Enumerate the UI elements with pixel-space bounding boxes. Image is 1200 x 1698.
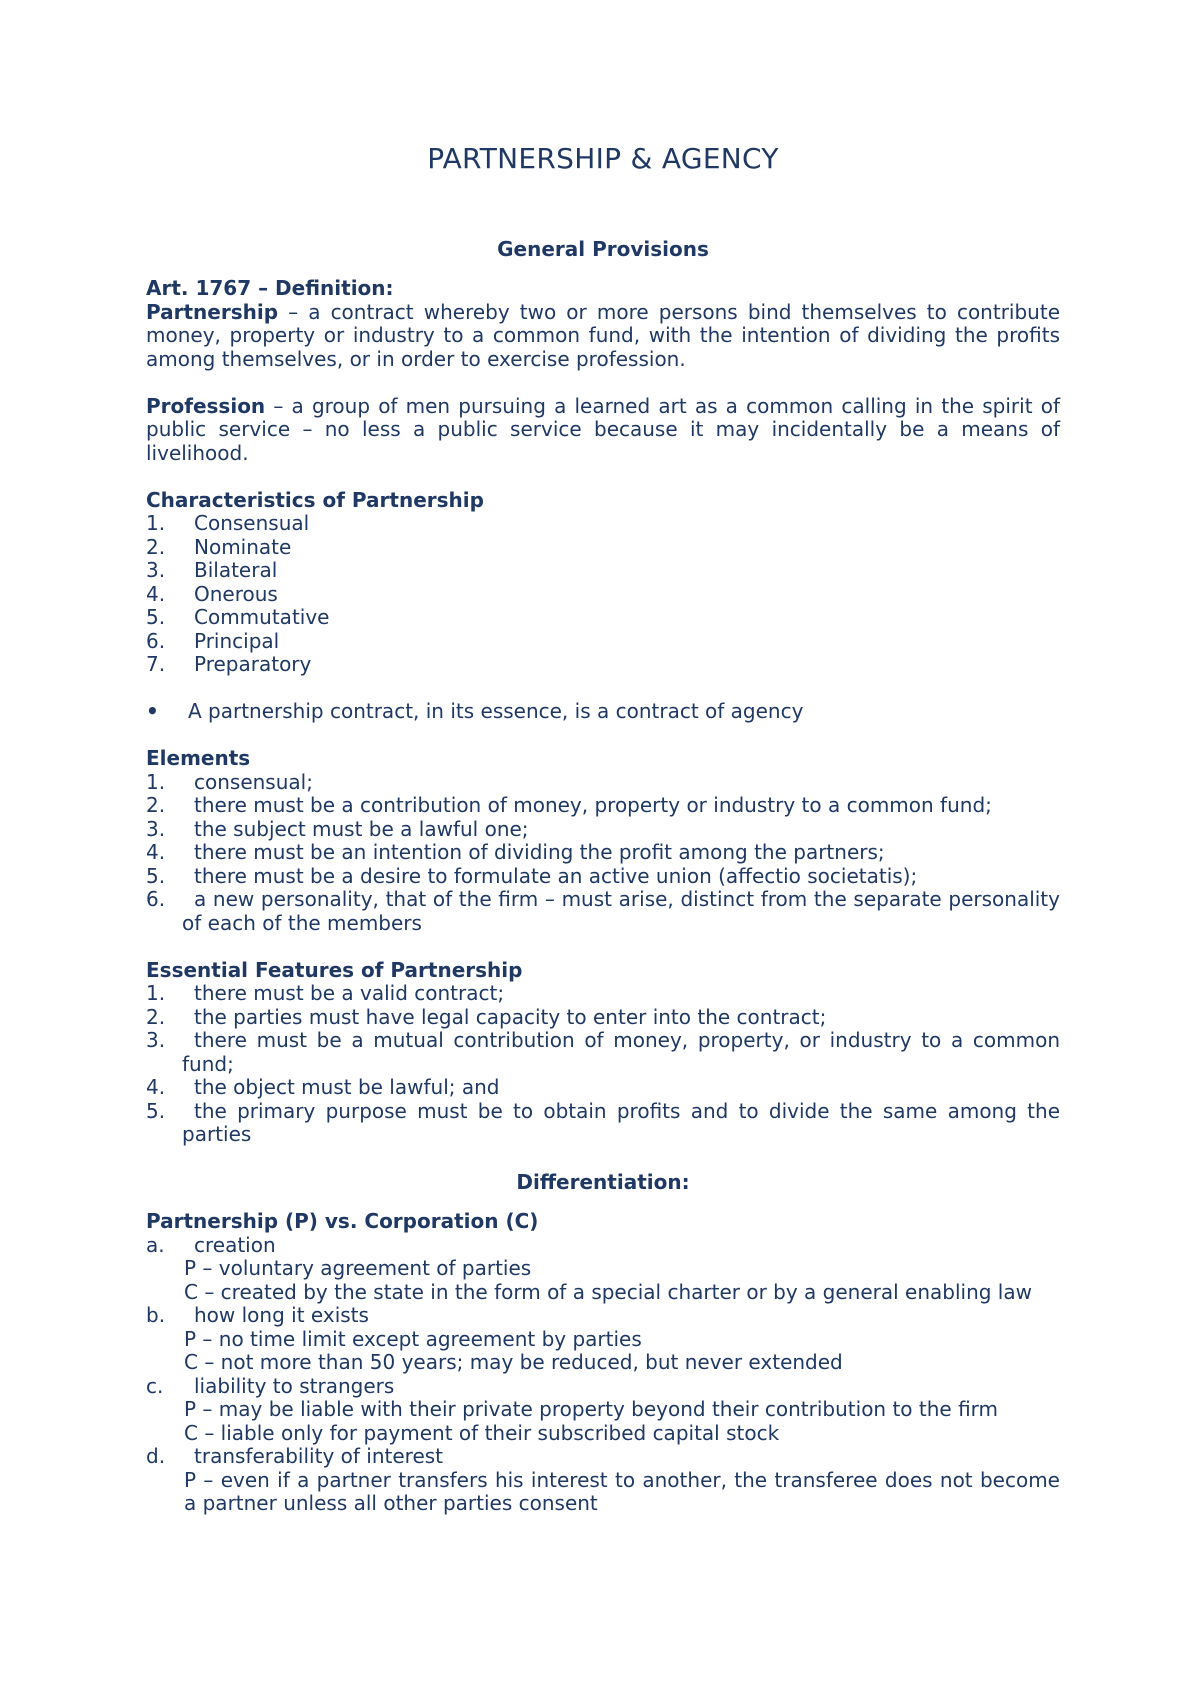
bullet-icon: • <box>146 699 159 723</box>
list-item: 4. the object must be lawful; and <box>146 1075 500 1099</box>
list-item: 3. there must be a mutual contribution of money, property, or industry to a common fund; <box>146 1028 1060 1076</box>
list-item: 1. consensual; <box>146 769 313 794</box>
bullet-item: • A partnership contract, in its essence, is a contract of agency <box>146 699 804 723</box>
partnership-definition-text: – a contract whereby two or more persons bind themselves to contribute money, property or industry to a common fund, with the intention of dividing the profits among themselves, or in order to exercise profession. <box>146 299 1060 371</box>
differentiation-heading: Differentiation: <box>516 1170 690 1194</box>
list-item: 4. Onerous <box>146 581 278 606</box>
elements-heading: Elements <box>146 746 251 770</box>
list-item: 6. a new personality, that of the firm – must arise, distinct from the separate personality of each of the members <box>146 887 1060 935</box>
list-item: c. liability to strangers P – may be liable with their private property beyond their contribution to the firm C – liable only for payment of their subscribed capital stock <box>146 1373 999 1445</box>
elements-list <box>146 771 1060 936</box>
list-item: 4. there must be an intention of dividing the profit among the partners; <box>146 840 885 864</box>
list-item: d. transferability of interest P – even if a partner transfers his interest to another, the transferee does not become a partner unless all other parties consent <box>146 1444 1060 1515</box>
document-title: PARTNERSHIP & AGENCY <box>427 142 779 175</box>
essential-features-list <box>146 982 1060 1147</box>
list-item: 1. there must be a valid contract; <box>146 981 505 1005</box>
partnership-vs-corporation-heading: Partnership (P) vs. Corporation (C) <box>146 1209 539 1233</box>
characteristics-heading: Characteristics of Partnership <box>146 487 484 512</box>
art-1767-heading: Art. 1767 – Definition: <box>146 276 394 300</box>
list-item: 2. there must be a contribution of money, property or industry to a common fund; <box>146 793 992 817</box>
profession-definition-text: – a group of men pursuing a learned art as a common calling in the spirit of public service – no less a public service because it may incidentally be a means of livelihood. <box>146 393 1060 465</box>
list-item: 3. Bilateral <box>146 558 278 582</box>
profession-definition <box>146 395 1060 466</box>
partnership-definition <box>146 301 1060 372</box>
characteristics-list <box>146 512 1060 677</box>
list-item: b. how long it exists P – no time limit except agreement by parties C – not more than 50 years; may be reduced, but never extended <box>146 1303 843 1374</box>
list-item: 5. there must be a desire to formulate an active union (affectio societatis); <box>146 863 918 888</box>
essential-features-heading: Essential Features of Partnership <box>146 957 523 982</box>
general-provisions-heading: General Provisions <box>497 237 709 261</box>
list-item: 2. Nominate <box>146 534 292 559</box>
list-item: a. creation P – voluntary agreement of parties C – created by the state in the form of a special charter or by a general enabling law <box>146 1232 1032 1304</box>
profession-term: Profession <box>146 393 266 418</box>
list-item: 1. Consensual <box>146 511 310 535</box>
differentiation-list <box>146 1234 1060 1516</box>
list-item: 3. the subject must be a lawful one; <box>146 816 529 841</box>
agency-bullet-list <box>146 700 1060 724</box>
list-item: 5. the primary purpose must be to obtain profits and to divide the same among the parties <box>146 1098 1060 1146</box>
list-item: 7. Preparatory <box>146 652 312 676</box>
list-item: 2. the parties must have legal capacity to enter into the contract; <box>146 1004 827 1029</box>
list-item: 6. Principal <box>146 628 280 653</box>
partnership-term: Partnership <box>146 299 279 324</box>
list-item: 5. Commutative <box>146 605 330 629</box>
